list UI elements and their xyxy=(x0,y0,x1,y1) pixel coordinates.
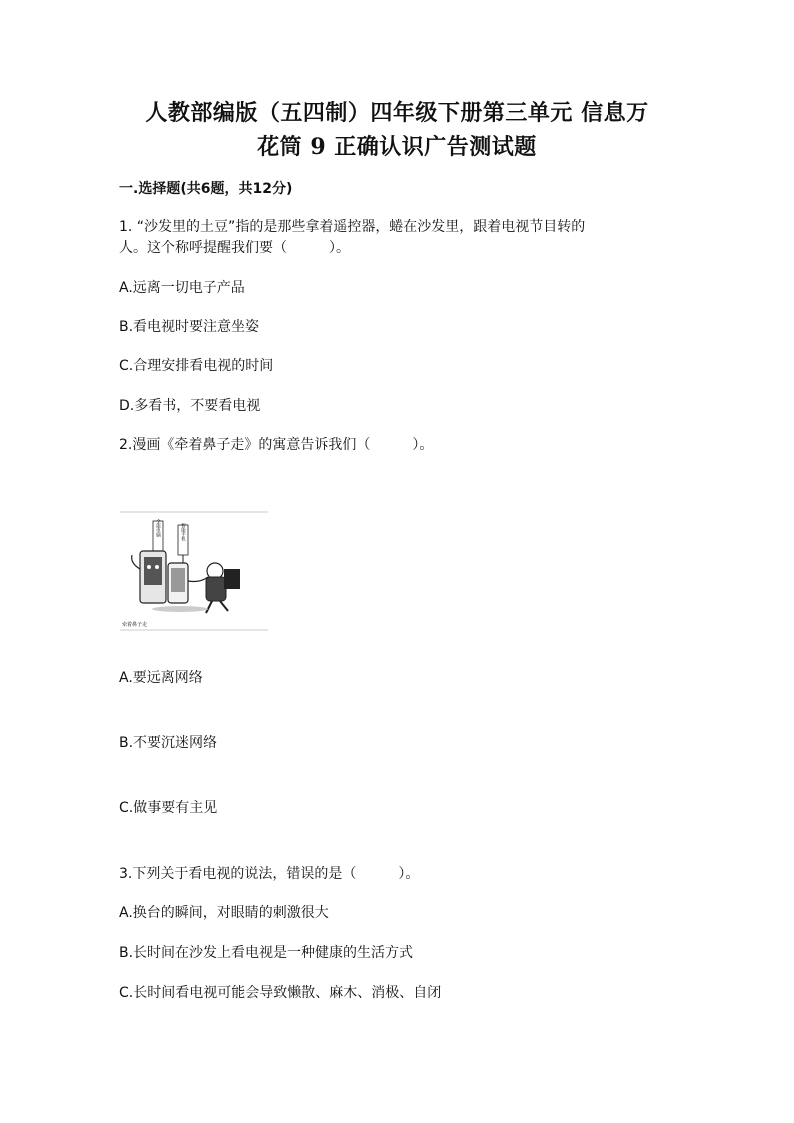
question-1-option-b: B.看电视时要注意坐姿 xyxy=(119,319,260,335)
person-body xyxy=(206,577,226,601)
question-2-option-a: A.要远离网络 xyxy=(119,670,203,686)
document-title-line-2: 花筒 9 正确认识广告测试题 xyxy=(257,134,537,160)
question-2-option-c: C.做事要有主见 xyxy=(119,800,218,816)
question-3-option-a: A.换台的瞬间，对眼睛的刺激很大 xyxy=(119,905,329,921)
question-1-stem xyxy=(119,217,679,259)
question-1-stem-line-2: 人。这个称呼提醒我们要（ ）。 xyxy=(119,240,350,256)
computer-eye-left xyxy=(147,565,151,569)
section-heading: 一.选择题(共6题，共12分) xyxy=(119,181,293,197)
computer-eye-right xyxy=(155,565,159,569)
question-3-option-c: C.长时间看电视可能会导致懒散、麻木、消极、自闭 xyxy=(119,985,442,1001)
person-backpack xyxy=(224,569,240,589)
document-title-line-1: 人教部编版（五四制）四年级下册第三单元 信息万 xyxy=(145,100,649,126)
question-3-stem: 3.下列关于看电视的说法，错误的是（ ）。 xyxy=(119,866,420,882)
ground-shadow xyxy=(152,606,208,612)
computer-screen xyxy=(144,557,162,585)
cartoon-illustration xyxy=(120,511,270,633)
question-1-option-a: A.远离一切电子产品 xyxy=(119,280,245,296)
phone-screen xyxy=(171,568,185,592)
question-2-option-b: B.不要沉迷网络 xyxy=(119,735,218,751)
person-leg-left xyxy=(206,601,212,613)
phone-arm-rope xyxy=(188,577,208,582)
question-1-option-c: C.合理安排看电视的时间 xyxy=(119,358,274,374)
sign-right-text: 智能手机 xyxy=(180,523,186,541)
question-1-stem-line-1: 1. “沙发里的土豆”指的是那些拿着遥控器，蜷在沙发里，跟着电视节目转的 xyxy=(119,219,586,235)
question-2-stem: 2.漫画《牵着鼻子走》的寓意告诉我们（ ）。 xyxy=(119,437,434,453)
question-1-option-d: D.多看书，不要看电视 xyxy=(119,398,261,414)
sign-left-text: 全能电脑 xyxy=(155,519,161,537)
computer-arm xyxy=(132,555,140,569)
question-3-option-b: B.长时间在沙发上看电视是一种健康的生活方式 xyxy=(119,945,414,961)
figure-caption: 牵着鼻子走 xyxy=(122,622,148,628)
person-leg-right xyxy=(220,601,228,611)
